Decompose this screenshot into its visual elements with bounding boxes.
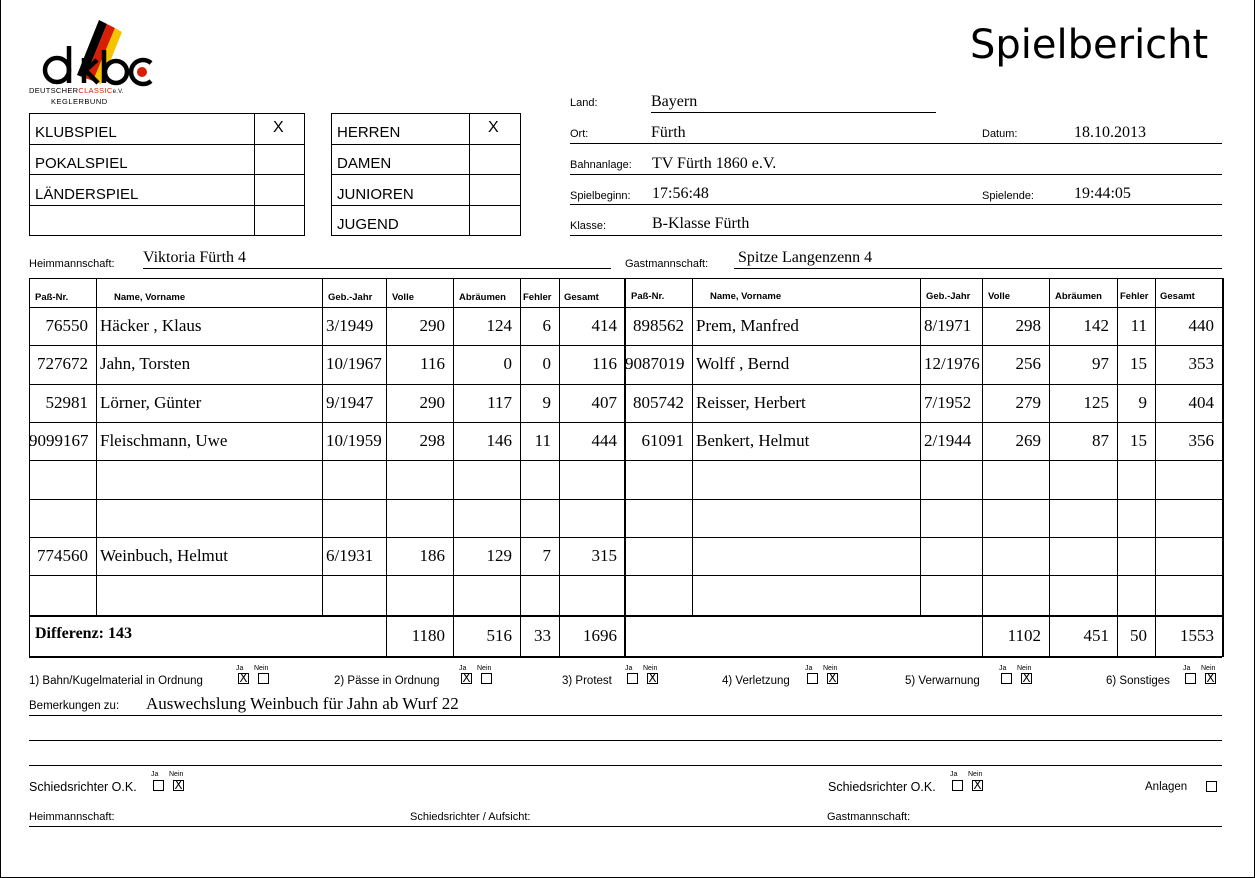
junioren-label: JUNIOREN: [337, 186, 414, 203]
home-header-abr: Abräumen: [459, 292, 506, 303]
home-player-abr-cell[interactable]: 146: [486, 431, 512, 450]
guest-player-abr-cell[interactable]: 142: [1083, 316, 1109, 335]
guest-header-name: Name, Vorname: [710, 291, 782, 302]
guest-player-volle-cell[interactable]: 279: [1015, 393, 1041, 412]
guest-player-volle-cell[interactable]: 269: [1015, 431, 1041, 450]
home-team-value[interactable]: Viktoria Fürth 4: [143, 249, 247, 266]
check-5-label: 5) Verwarnung: [905, 675, 980, 687]
guest-player-geb-cell[interactable]: 7/1952: [924, 393, 972, 412]
jugend-label: JUGEND: [337, 216, 399, 233]
guest-header-volle: Volle: [988, 291, 1010, 302]
home-player-abr-cell[interactable]: 0: [503, 354, 512, 373]
referee-right-ja-checkbox[interactable]: [952, 780, 963, 791]
home-player-geb-cell[interactable]: 6/1931: [326, 546, 374, 565]
logo-text-line2: KEGLERBUND: [51, 97, 108, 106]
guest-total-abr: 451: [1083, 626, 1109, 645]
home-player-gesamt-cell[interactable]: 315: [591, 546, 617, 565]
home-player-name-cell[interactable]: Lörner, Günter: [100, 393, 202, 412]
remarks-text[interactable]: Auswechslung Weinbuch für Jahn ab Wurf 22: [146, 694, 459, 713]
guest-team-value[interactable]: Spitze Langenzenn 4: [738, 249, 873, 266]
home-team-label: Heimmannschaft:: [29, 258, 115, 270]
guest-player-gesamt-cell[interactable]: 404: [1188, 393, 1214, 412]
check-4-nein-label: Nein: [823, 665, 838, 672]
guest-total-gesamt: 1553: [1180, 626, 1214, 645]
referee-left-nein-checkbox[interactable]: X: [174, 778, 183, 792]
home-player-volle-cell[interactable]: 290: [419, 393, 445, 412]
home-player-fehler-cell[interactable]: 0: [542, 354, 551, 373]
guest-player-pass-cell[interactable]: 898562: [633, 316, 684, 335]
check-5-nein-checkbox[interactable]: X: [1022, 671, 1031, 685]
check-1-nein-label: Nein: [254, 665, 269, 672]
check-6-ja-checkbox[interactable]: [1185, 673, 1196, 684]
home-player-pass-cell[interactable]: 774560: [37, 546, 88, 565]
datum-value[interactable]: 18.10.2013: [1074, 124, 1146, 141]
home-player-fehler-cell[interactable]: 7: [542, 546, 551, 565]
guest-team-label: Gastmannschaft:: [625, 258, 709, 270]
home-player-name-cell[interactable]: Jahn, Torsten: [100, 354, 191, 373]
referee-ok-right-label: Schiedsrichter O.K.: [828, 780, 936, 794]
signature-line: [29, 826, 1222, 827]
guest-player-fehler-cell[interactable]: 15: [1130, 431, 1147, 450]
spielbeginn-value[interactable]: 17:56:48: [652, 185, 709, 202]
home-player-volle-cell[interactable]: 186: [419, 546, 445, 565]
anlagen-label: Anlagen: [1145, 781, 1188, 793]
klasse-value[interactable]: B-Klasse Fürth: [652, 215, 750, 232]
referee-left-ja-label: Ja: [151, 771, 159, 778]
guest-player-name-cell[interactable]: Benkert, Helmut: [696, 431, 810, 450]
guest-header-geb: Geb.-Jahr: [926, 291, 971, 302]
guest-player-fehler-cell[interactable]: 9: [1138, 393, 1147, 412]
klubspiel-label: KLUBSPIEL: [35, 124, 117, 141]
home-player-name-cell[interactable]: Häcker , Klaus: [100, 316, 202, 335]
home-player-fehler-cell[interactable]: 9: [542, 393, 551, 412]
land-value[interactable]: Bayern: [651, 93, 698, 110]
home-player-pass-cell[interactable]: 76550: [45, 316, 88, 335]
home-total-gesamt: 1696: [583, 626, 617, 645]
home-total-abr: 516: [486, 626, 512, 645]
home-player-name-cell[interactable]: Fleischmann, Uwe: [100, 431, 228, 450]
referee-right-ja-label: Ja: [950, 771, 958, 778]
home-player-name-cell[interactable]: Weinbuch, Helmut: [100, 546, 228, 565]
check-6-label: 6) Sonstiges: [1106, 675, 1170, 687]
difference-label: Differenz: 143: [35, 625, 132, 642]
check-2-nein-checkbox[interactable]: [481, 673, 492, 684]
spielbeginn-label: Spielbeginn:: [570, 190, 631, 202]
checks-row: [1, 0, 1255, 878]
home-player-fehler-cell[interactable]: 6: [542, 316, 551, 335]
spielende-value[interactable]: 19:44:05: [1074, 185, 1131, 202]
damen-label: DAMEN: [337, 155, 392, 172]
home-player-volle-cell[interactable]: 290: [419, 316, 445, 335]
check-5-ja-label: Ja: [999, 665, 1007, 672]
home-player-volle-cell[interactable]: 298: [419, 431, 445, 450]
check-6-nein-checkbox[interactable]: X: [1206, 671, 1215, 685]
remarks-label: Bemerkungen zu:: [29, 700, 120, 712]
check-3-ja-checkbox[interactable]: [627, 673, 638, 684]
check-2-nein-label: Nein: [477, 665, 492, 672]
check-4-ja-checkbox[interactable]: [807, 673, 818, 684]
home-header-name: Name, Vorname: [114, 292, 186, 303]
ort-value[interactable]: Fürth: [651, 124, 686, 141]
guest-player-pass-cell[interactable]: 805742: [633, 393, 684, 412]
guest-player-geb-cell[interactable]: 8/1971: [924, 316, 972, 335]
home-player-pass-cell[interactable]: 52981: [45, 393, 88, 412]
guest-player-pass-cell[interactable]: 9087019: [625, 354, 685, 373]
remarks-line-2: [29, 740, 1222, 741]
ort-label: Ort:: [570, 128, 589, 140]
guest-player-volle-cell[interactable]: 256: [1015, 354, 1041, 373]
home-player-volle-cell[interactable]: 116: [420, 354, 445, 373]
check-4-label: 4) Verletzung: [722, 675, 790, 687]
guest-player-abr-cell[interactable]: 97: [1092, 354, 1109, 373]
land-label: Land:: [570, 97, 598, 109]
home-header-geb: Geb.-Jahr: [328, 292, 373, 303]
home-player-geb-cell[interactable]: 3/1949: [326, 316, 374, 335]
home-player-geb-cell[interactable]: 10/1959: [326, 431, 382, 450]
guest-header-pass: Paß-Nr.: [631, 291, 665, 302]
referee-right-nein-checkbox[interactable]: X: [973, 778, 982, 792]
guest-player-geb-cell[interactable]: 2/1944: [924, 431, 972, 450]
klasse-label: Klasse:: [570, 220, 607, 232]
home-player-pass-cell[interactable]: 727672: [37, 354, 88, 373]
home-player-abr-cell[interactable]: 129: [486, 546, 512, 565]
home-player-abr-cell[interactable]: 124: [486, 316, 512, 335]
check-6-nein-label: Nein: [1201, 665, 1216, 672]
laenderspiel-label: LÄNDERSPIEL: [35, 186, 139, 203]
guest-header-fehler: Fehler: [1120, 291, 1149, 302]
check-1-ja-label: Ja: [236, 665, 244, 672]
home-header-fehler: Fehler: [523, 292, 552, 303]
guest-player-fehler-cell[interactable]: 15: [1130, 354, 1147, 373]
guest-player-abr-cell[interactable]: 87: [1092, 431, 1109, 450]
check-4-ja-label: Ja: [805, 665, 813, 672]
herren-mark[interactable]: X: [488, 119, 499, 136]
home-total-volle: 1180: [411, 626, 445, 645]
check-3-nein-checkbox[interactable]: X: [648, 671, 657, 685]
check-1-ja-checkbox[interactable]: X: [239, 671, 248, 685]
guest-player-gesamt-cell[interactable]: 356: [1188, 431, 1214, 450]
pokalspiel-label: POKALSPIEL: [35, 155, 128, 172]
referee-left-nein-label: Nein: [169, 771, 184, 778]
check-2-label: 2) Pässe in Ordnung: [334, 675, 440, 687]
check-4-nein-checkbox[interactable]: X: [828, 671, 837, 685]
guest-header-abr: Abräumen: [1055, 291, 1102, 302]
bahnanlage-value[interactable]: TV Fürth 1860 e.V.: [652, 155, 777, 172]
guest-total-fehler: 50: [1130, 626, 1147, 645]
referee-left-ja-checkbox[interactable]: [153, 780, 164, 791]
guest-player-fehler-cell[interactable]: 11: [1130, 316, 1147, 335]
signature-guest-label: Gastmannschaft:: [827, 811, 911, 823]
home-header-pass: Paß-Nr.: [35, 292, 69, 303]
klubspiel-mark[interactable]: X: [273, 119, 284, 136]
guest-player-volle-cell[interactable]: 298: [1015, 316, 1041, 335]
guest-player-abr-cell[interactable]: 125: [1083, 393, 1109, 412]
guest-player-name-cell[interactable]: Prem, Manfred: [696, 316, 799, 335]
anlagen-checkbox[interactable]: [1206, 781, 1217, 792]
check-2-ja-label: Ja: [459, 665, 467, 672]
signature-referee-label: Schiedsrichter / Aufsicht:: [410, 811, 531, 823]
guest-player-gesamt-cell[interactable]: 440: [1188, 316, 1214, 335]
herren-label: HERREN: [337, 124, 401, 141]
home-player-gesamt-cell[interactable]: 407: [591, 393, 617, 412]
check-3-nein-label: Nein: [643, 665, 658, 672]
check-1-label: 1) Bahn/Kugelmaterial in Ordnung: [29, 675, 203, 687]
home-player-gesamt-cell[interactable]: 116: [592, 354, 617, 373]
bahnanlage-label: Bahnanlage:: [570, 159, 632, 171]
remarks-line-3: [29, 765, 1222, 766]
home-header-volle: Volle: [392, 292, 414, 303]
guest-player-geb-cell[interactable]: 12/1976: [924, 354, 980, 373]
guest-player-name-cell[interactable]: Wolff , Bernd: [696, 354, 790, 373]
check-5-nein-label: Nein: [1017, 665, 1032, 672]
home-player-fehler-cell[interactable]: 11: [534, 431, 551, 450]
remarks-line-1: [29, 715, 1222, 716]
guest-player-pass-cell[interactable]: 61091: [641, 431, 684, 450]
home-player-abr-cell[interactable]: 117: [487, 393, 512, 412]
check-5-ja-checkbox[interactable]: [1001, 673, 1012, 684]
home-player-gesamt-cell[interactable]: 414: [591, 316, 617, 335]
page-title: Spielbericht: [970, 22, 1209, 68]
logo-text-line1: DEUTSCHERCLASSICe.V.: [29, 86, 124, 95]
home-player-geb-cell[interactable]: 9/1947: [326, 393, 374, 412]
home-header-gesamt: Gesamt: [564, 292, 599, 303]
signature-home-label: Heimmannschaft:: [29, 811, 115, 823]
home-player-gesamt-cell[interactable]: 444: [591, 431, 617, 450]
check-1-nein-checkbox[interactable]: [258, 673, 269, 684]
spielende-label: Spielende:: [982, 190, 1034, 202]
referee-right-nein-label: Nein: [968, 771, 983, 778]
check-6-ja-label: Ja: [1183, 665, 1191, 672]
datum-label: Datum:: [982, 128, 1018, 140]
guest-player-gesamt-cell[interactable]: 353: [1188, 354, 1214, 373]
check-3-ja-label: Ja: [625, 665, 633, 672]
guest-player-name-cell[interactable]: Reisser, Herbert: [696, 393, 806, 412]
referee-ok-left-label: Schiedsrichter O.K.: [29, 780, 137, 794]
home-player-geb-cell[interactable]: 10/1967: [326, 354, 382, 373]
check-2-ja-checkbox[interactable]: X: [462, 671, 471, 685]
guest-header-gesamt: Gesamt: [1160, 291, 1195, 302]
home-player-pass-cell[interactable]: 9099167: [29, 431, 89, 450]
check-3-label: 3) Protest: [562, 675, 612, 687]
home-total-fehler: 33: [534, 626, 551, 645]
guest-total-volle: 1102: [1007, 626, 1041, 645]
